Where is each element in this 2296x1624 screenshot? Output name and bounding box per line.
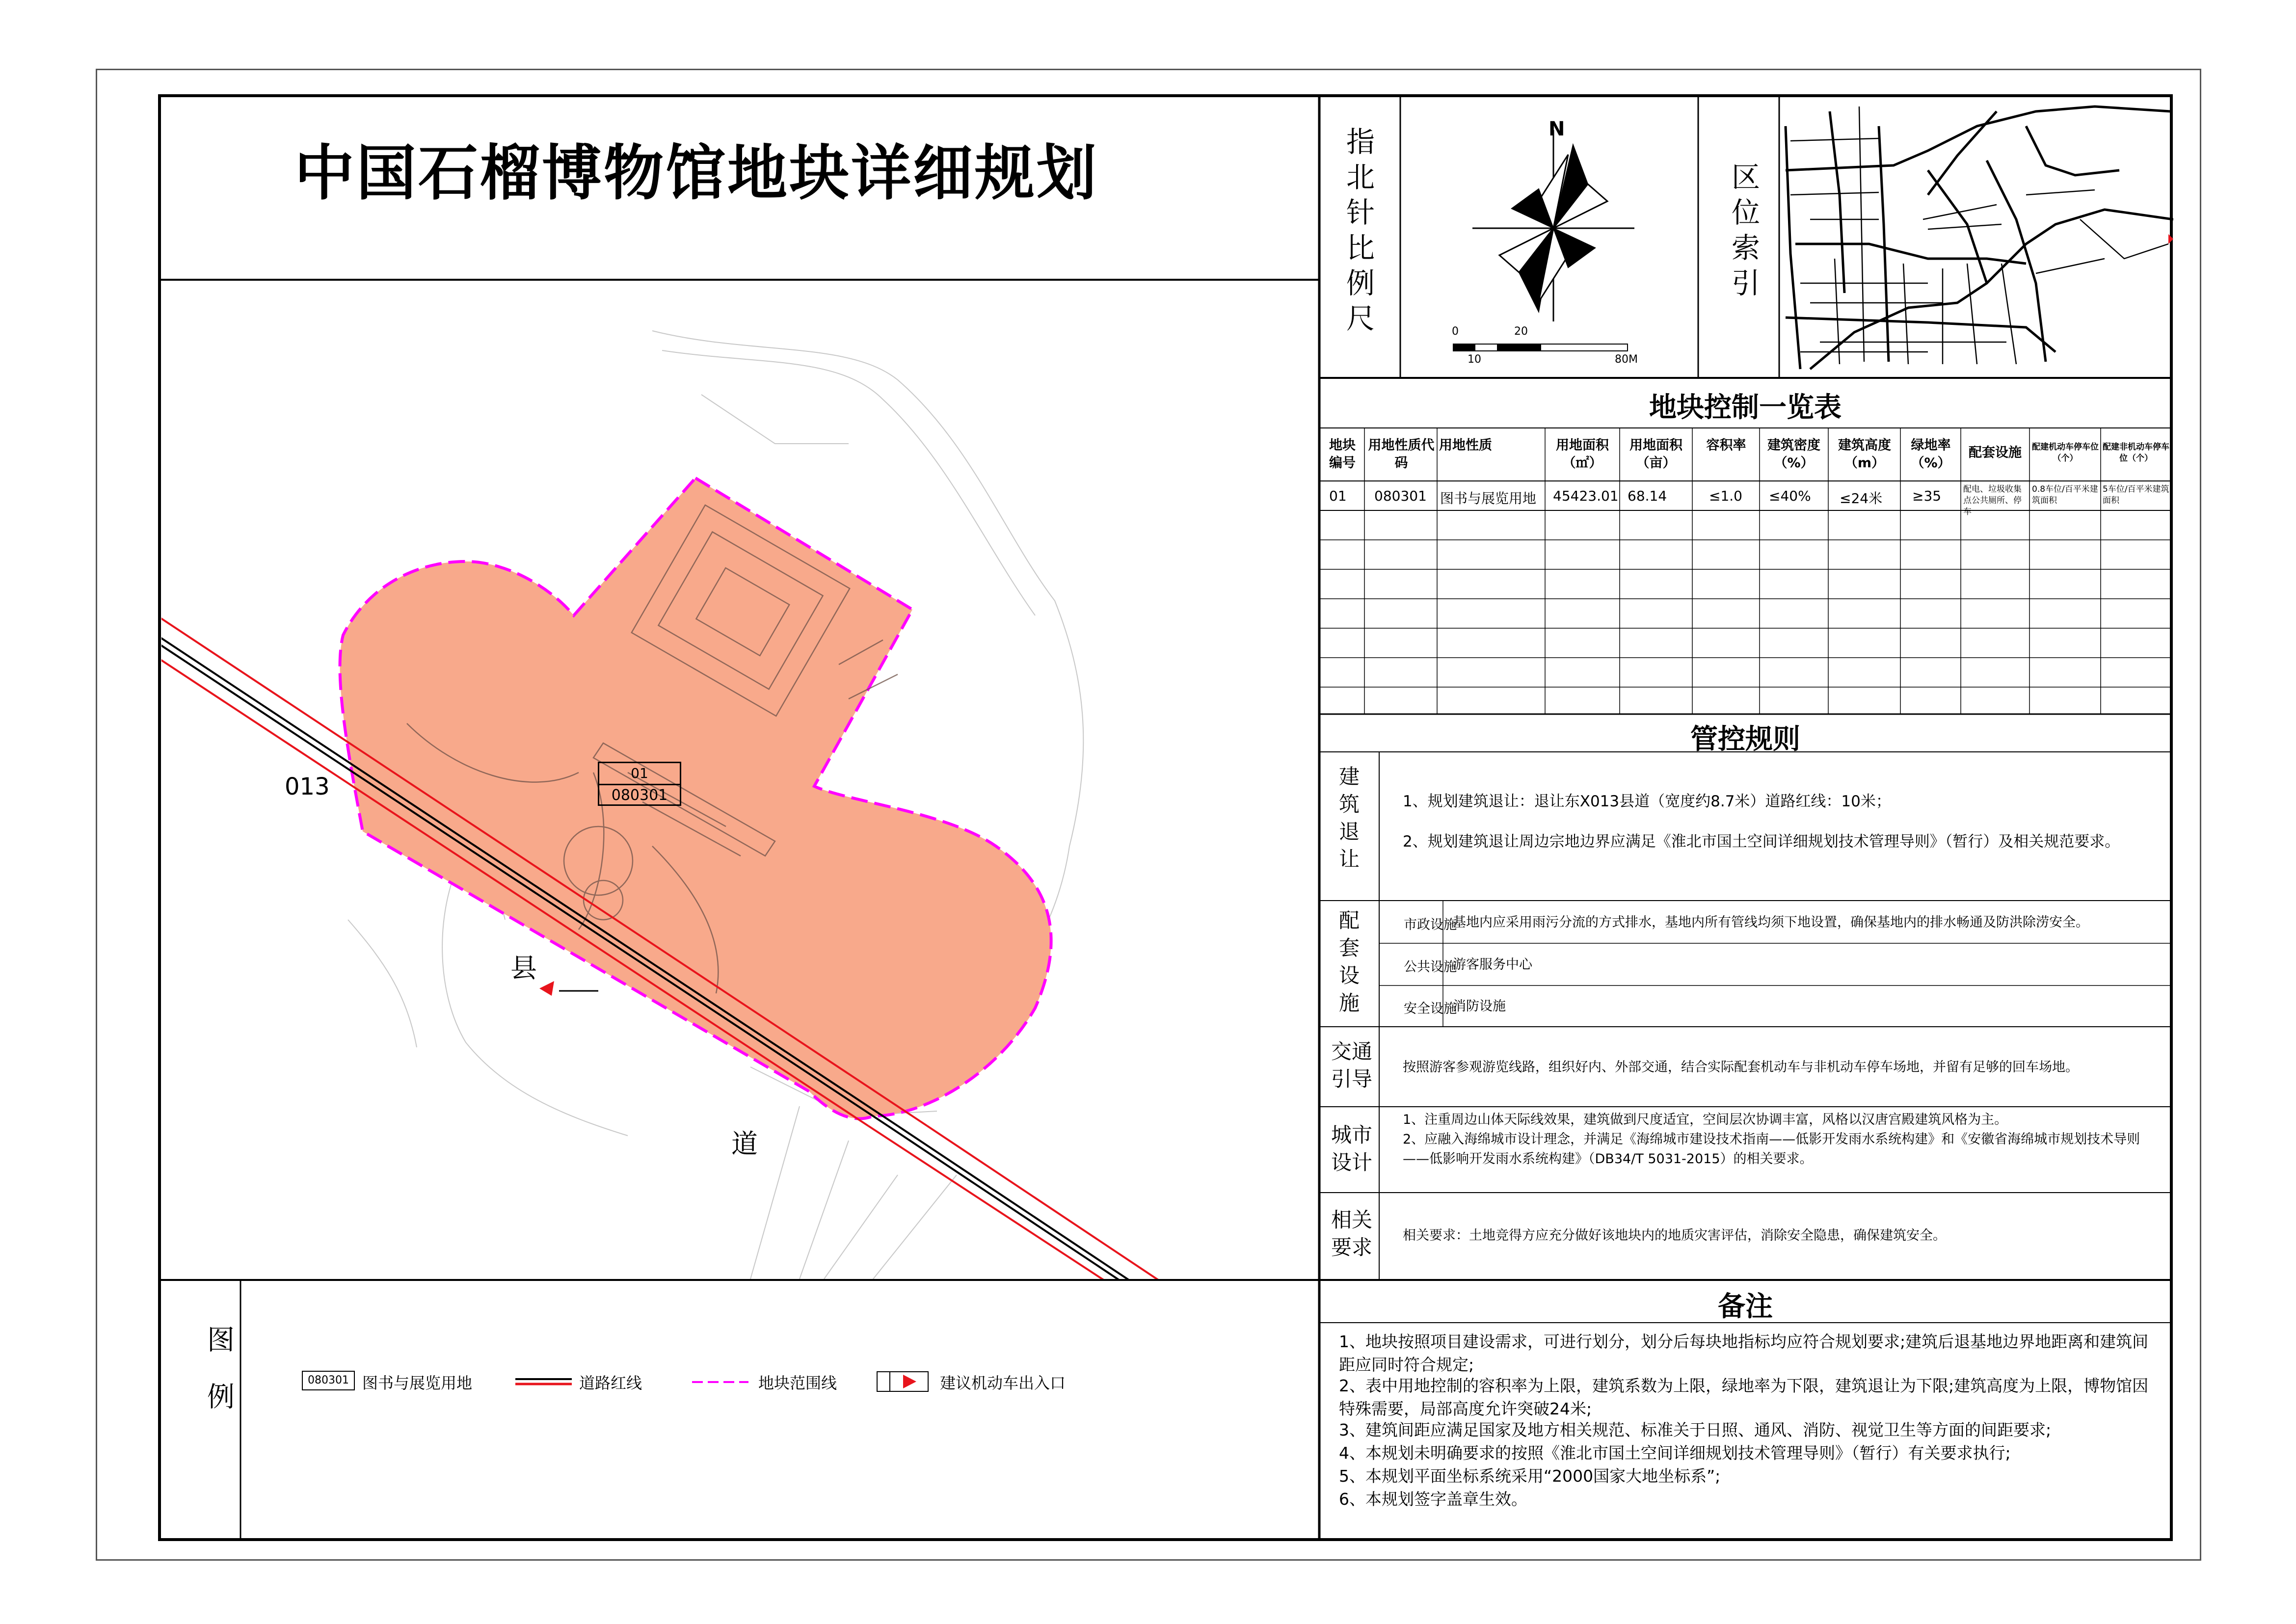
td-use-code: 080301 <box>1374 488 1427 504</box>
setback-label: 建筑退让 <box>1338 765 1360 871</box>
parcel-code: 080301 <box>611 787 668 804</box>
legend-label-entrance: 建议机动车出入口 <box>940 1374 1066 1392</box>
note-item-5: 5、本规划平面坐标系统采用“2000国家大地坐标系”; <box>1339 1466 1721 1486</box>
legend-swatch-landuse: 080301 <box>302 1371 355 1390</box>
legend-swatch-entrance-icon <box>876 1371 930 1393</box>
facility-safety-name: 安全设施 <box>1404 1001 1457 1016</box>
note-item-6: 6、本规划签字盖章生效。 <box>1339 1490 1527 1509</box>
road-name-013: 013 <box>285 773 330 800</box>
notes-title: 备注 <box>1718 1291 1773 1323</box>
rules-title: 管控规则 <box>1690 723 1800 755</box>
road-name-dao: 道 <box>731 1128 758 1159</box>
road-name-xian: 县 <box>510 953 537 984</box>
facility-municipal-name: 市政设施 <box>1404 917 1457 932</box>
td-far: ≤1.0 <box>1709 488 1742 504</box>
note-item-2: 2、表中用地控制的容积率为上限，建筑系数为上限，绿地率为下限，建筑退让为下限;建筑高度为上限，博物馆因特殊需要，局部高度允许突破24米; <box>1339 1376 2149 1418</box>
facility-public-name: 公共设施 <box>1404 959 1457 975</box>
td-area-m2: 45423.01 <box>1553 488 1619 504</box>
th-bike-parking: 配建非机动车停车位（个） <box>2103 442 2169 463</box>
td-bike-parking: 5车位/百平米建筑面积 <box>2103 484 2169 506</box>
setback-item-2: 2、规划建筑退让周边宗地边界应满足《淮北市国土空间详细规划技术管理导则》（暂行）及相关规范要求。 <box>1403 833 2120 851</box>
scale-tick-0: 0 <box>1452 325 1459 338</box>
scale-tick-10: 10 <box>1468 353 1481 366</box>
related-text: 相关要求：土地竞得方应充分做好该地块内的地质灾害评估，消除安全隐患，确保建筑安全。 <box>1403 1228 1946 1243</box>
th-car-parking: 配建机动车停车位（个） <box>2032 442 2099 463</box>
th-far: 容积率 <box>1706 438 1746 453</box>
traffic-text: 按照游客参观游览线路，组织好内、外部交通，结合实际配套机动车与非机动车停车场地，并留有足够的回车场地。 <box>1403 1060 2079 1075</box>
facility-municipal-value: 基地内应采用雨污分流的方式排水，基地内所有管线均须下地设置，确保基地内的排水畅通及防洪除涝安全。 <box>1453 915 2089 930</box>
scale-tick-20: 20 <box>1514 325 1528 338</box>
legend-label-boundary: 地块范围线 <box>758 1374 837 1392</box>
th-area-mu: 用地面积（亩） <box>1629 438 1682 471</box>
legend-label-landuse: 图书与展览用地 <box>362 1374 473 1392</box>
th-height: 建筑高度（m） <box>1838 438 1891 471</box>
td-green: ≥35 <box>1912 488 1942 504</box>
legend-label: 图例 <box>203 1325 235 1439</box>
note-item-1: 1、地块按照项目建设需求，可进行划分，划分后每块地指标均应符合规划要求;建筑后退基地边界地距离和建筑间距应同时符合规定; <box>1339 1332 2149 1374</box>
control-table-title: 地块控制一览表 <box>1649 392 1842 424</box>
th-area-m2: 用地面积（㎡） <box>1556 438 1609 471</box>
facility-safety-value: 消防设施 <box>1453 999 1506 1014</box>
th-facilities: 配套设施 <box>1969 445 2022 460</box>
legend-swatch-boundary <box>692 1372 751 1392</box>
parcel-label[interactable] <box>598 762 681 806</box>
th-green: 绿地率（%） <box>1911 438 1951 471</box>
legend-swatch-road-redline <box>515 1372 574 1392</box>
north-label: N <box>1548 118 1565 140</box>
parcel-number: 01 <box>599 763 680 785</box>
td-area-mu: 68.14 <box>1628 488 1667 504</box>
urban-design-label: 城市设计 <box>1331 1123 1373 1174</box>
setback-item-1: 1、规划建筑退让：退让东X013县道（宽度约8.7米）道路红线：10米； <box>1403 793 1891 810</box>
related-label: 相关要求 <box>1331 1208 1373 1259</box>
note-item-3: 3、建筑间距应满足国家及地方相关规范、标准关于日照、通风、消防、视觉卫生等方面的间距要求; <box>1339 1420 2052 1439</box>
compass-scale-label: 指北针比例尺 <box>1341 127 1375 339</box>
note-item-4: 4、本规划未明确要求的按照《淮北市国土空间详细规划技术管理导则》（暂行）有关要求执行; <box>1339 1443 2011 1463</box>
legend-label-road-redline: 道路红线 <box>579 1374 642 1392</box>
td-parcel-no: 01 <box>1329 488 1347 504</box>
facilities-label: 配套设施 <box>1338 908 1360 1015</box>
north-arrow-icon <box>1472 118 1634 324</box>
urban-design-item-1: 1、注重周边山体天际线效果，建筑做到尺度适宜，空间层次协调丰富，风格以汉唐宫殿建筑风格为主。 <box>1403 1112 2008 1127</box>
traffic-label: 交通引导 <box>1331 1039 1373 1091</box>
urban-design-item-2: 2、应融入海绵城市设计理念，并满足《海绵城市建设技术指南——低影开发雨水系统构建》和《安徽省海绵城市规划技术导则——低影响开发雨水系统构建》（DB34/T 5031-2015）的相关要求。 <box>1403 1132 2140 1167</box>
th-density: 建筑密度（%） <box>1767 438 1820 471</box>
location-index-map <box>1781 97 2173 376</box>
th-use-code: 用地性质代码 <box>1368 438 1435 471</box>
td-car-parking: 0.8车位/百平米建筑面积 <box>2032 484 2098 506</box>
th-use-type: 用地性质 <box>1439 438 1492 453</box>
location-index-label: 区位索引 <box>1727 162 1760 303</box>
td-density: ≤40% <box>1769 488 1811 504</box>
scale-tick-80: 80M <box>1615 353 1638 366</box>
td-use-type: 图书与展览用地 <box>1440 490 1537 506</box>
td-facilities: 配电、垃圾收集点公共厕所、停车 <box>1963 484 2022 517</box>
td-height: ≤24米 <box>1840 490 1883 506</box>
facility-public-value: 游客服务中心 <box>1453 957 1532 972</box>
th-parcel-no: 地块编号 <box>1329 438 1356 471</box>
page-title: 中国石榴博物馆地块详细规划 <box>294 138 1098 208</box>
